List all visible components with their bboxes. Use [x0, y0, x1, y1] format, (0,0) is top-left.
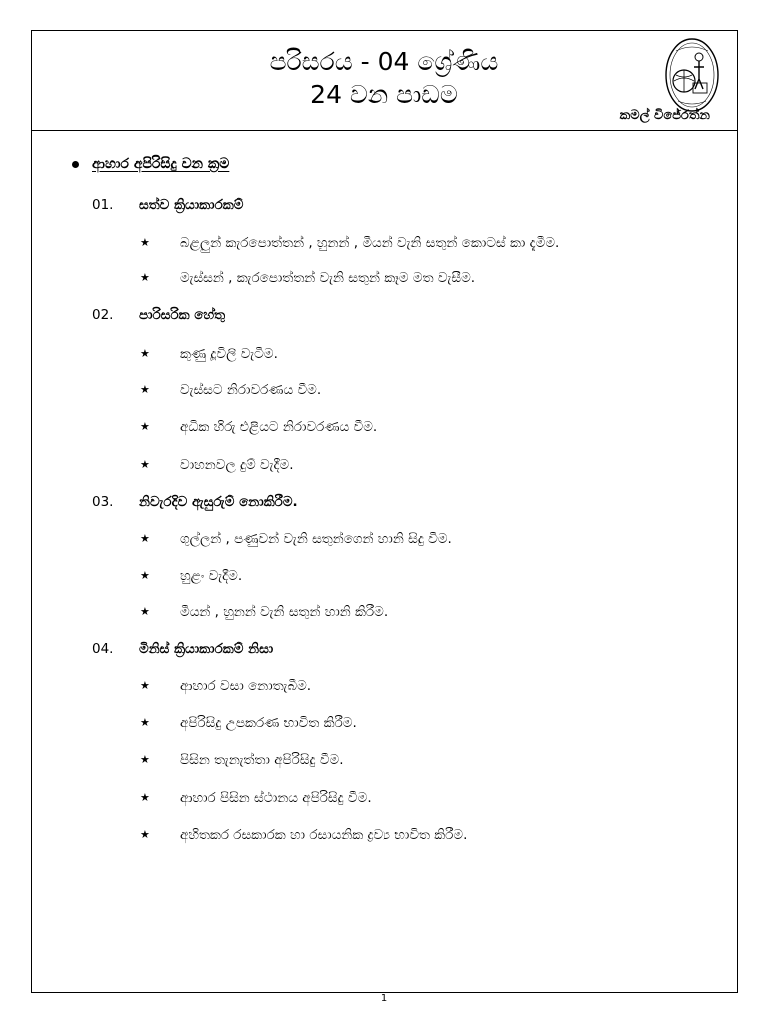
list-item	[140, 417, 377, 437]
group-heading	[92, 305, 225, 325]
list-item-text: පිසින තැනැත්තා අපිරිසිදු වීම.	[180, 752, 344, 768]
star-bullet-icon: ★	[140, 716, 150, 729]
bullet-dot-icon	[72, 161, 79, 168]
star-bullet-icon: ★	[140, 679, 150, 692]
list-item	[140, 344, 278, 364]
list-item	[140, 676, 311, 696]
list-item	[140, 268, 475, 288]
list-item	[140, 233, 559, 253]
star-bullet-icon: ★	[140, 791, 150, 804]
list-item	[140, 713, 357, 733]
group-number: 04.	[92, 641, 114, 657]
list-item-text: හුළං වැදීම.	[180, 568, 243, 584]
list-item	[140, 788, 372, 808]
list-item-text: ආහාර පිසින ස්ථානය අපිරිසිදු වීම.	[180, 790, 372, 806]
section-heading	[70, 153, 229, 175]
list-item-text: වැස්සට නිරාවරණය වීම.	[180, 382, 322, 398]
star-bullet-icon: ★	[140, 605, 150, 618]
star-bullet-icon: ★	[140, 236, 150, 249]
star-bullet-icon: ★	[140, 347, 150, 360]
list-item-text: අපිරිසිදු උපකරණ භාවිත කිරීම.	[180, 715, 357, 731]
star-bullet-icon: ★	[140, 458, 150, 471]
lesson-title: 24 වන පාඩම	[310, 80, 458, 109]
group-title: පාරිසරික හේතු	[139, 307, 226, 323]
star-bullet-icon: ★	[140, 569, 150, 582]
header-divider	[31, 130, 738, 131]
group-number: 03.	[92, 494, 114, 510]
list-item-text: ආහාර වසා නොතැබීම.	[180, 678, 312, 694]
star-bullet-icon: ★	[140, 420, 150, 433]
star-bullet-icon: ★	[140, 383, 150, 396]
group-number: 02.	[92, 307, 114, 323]
school-logo-icon	[664, 37, 720, 113]
list-item-text: අධික හිරු එළියට නිරාවරණය වීම.	[180, 419, 378, 435]
author-name: කමල් විජේරත්න	[619, 108, 710, 123]
page-number: 1	[380, 993, 388, 1004]
star-bullet-icon: ★	[140, 532, 150, 545]
list-item	[140, 750, 344, 770]
list-item-text: බළලුන් කැරපොත්තන් , හුනන් , මීයන් වැනි සතුන් කොටස් කා දැමීම.	[180, 235, 560, 251]
list-item-text: මැස්සන් , කැරපොත්තන් වැනි සතුන් කෑම මත වැසීම.	[180, 270, 476, 286]
list-item	[140, 602, 388, 622]
star-bullet-icon: ★	[140, 753, 150, 766]
list-item-text: මීයන් , හුනන් වැනි සතුන් හානි කිරීම.	[180, 604, 389, 620]
list-item-text: වාහනවල දුම් වැදීම.	[180, 457, 294, 473]
group-number: 01.	[92, 197, 114, 213]
star-bullet-icon: ★	[140, 271, 150, 284]
list-item	[140, 380, 321, 400]
group-title: නිවැරදිව ඇසුරුම් නොකිරීම.	[139, 494, 298, 510]
list-item-text: ගුල්ලන් , පණුවන් වැනි සතුන්ගෙන් හානි සිදු වීම.	[180, 531, 452, 547]
list-item-text: කුණු දූවිලි වැටීම.	[180, 346, 278, 362]
section-heading-text: ආහාර අපිරිසිදු වන ක්‍රම	[92, 156, 230, 172]
list-item	[140, 566, 242, 586]
list-item	[140, 825, 467, 845]
group-title: මිනිස් ක්‍රියාකාරකම් නිසා	[139, 641, 274, 657]
group-title: සත්ව ක්‍රියාකාරකම්	[139, 197, 244, 213]
star-bullet-icon: ★	[140, 828, 150, 841]
group-heading	[92, 492, 298, 512]
list-item-text: අහිතකර රසකාරක හා රසායනික ද්‍රව්‍ය භාවිත කිරීම.	[180, 827, 468, 843]
group-heading	[92, 195, 243, 215]
list-item	[140, 529, 452, 549]
page-title: පරිසරය - 04 ශ්‍රේණිය	[269, 47, 499, 76]
group-heading	[92, 639, 273, 659]
list-item	[140, 455, 294, 475]
